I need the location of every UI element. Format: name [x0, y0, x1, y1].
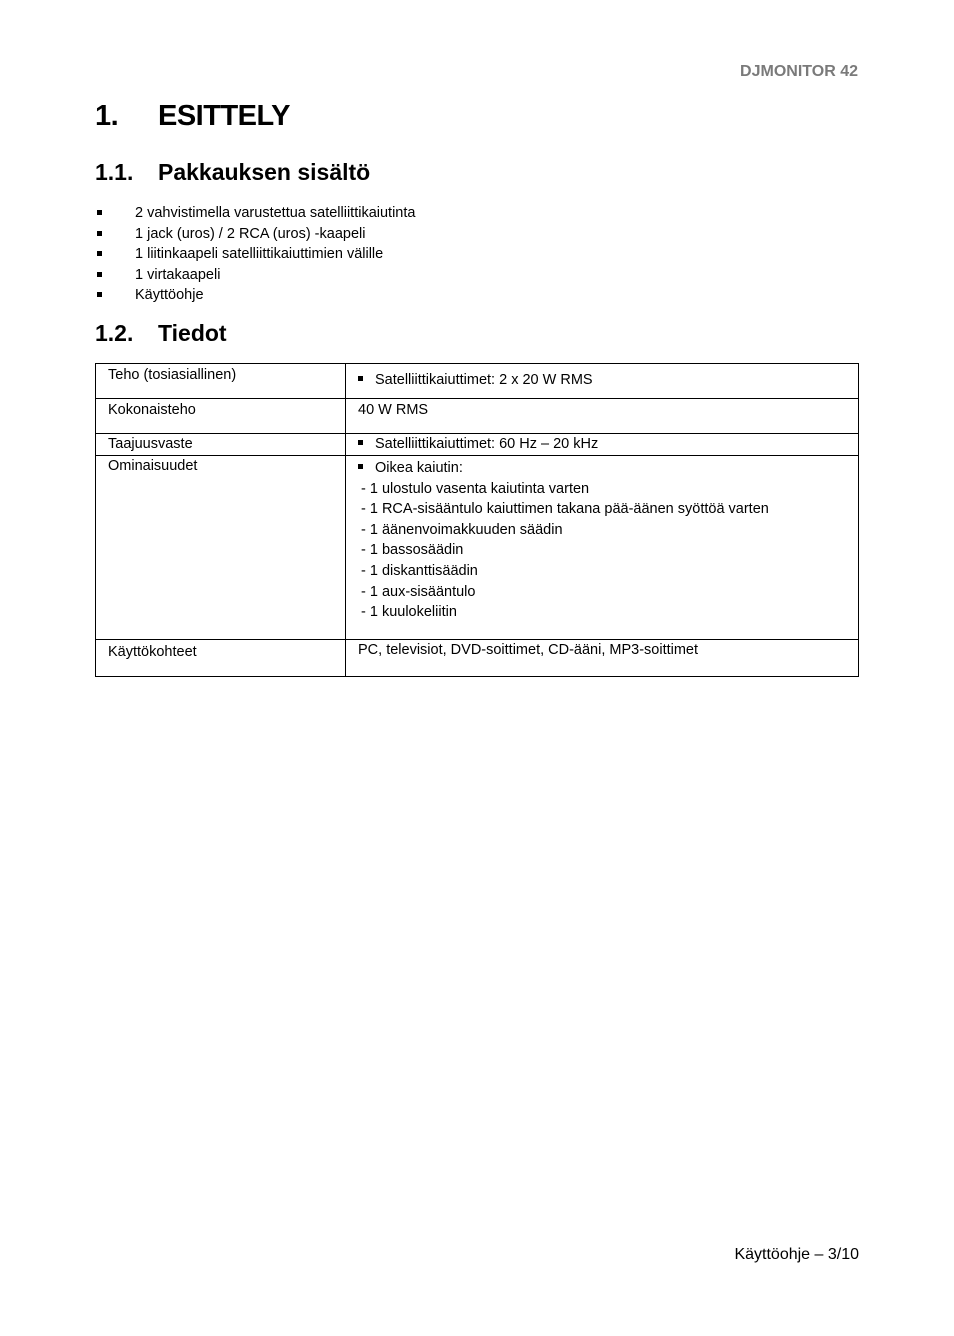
- subsection-title: Pakkauksen sisältö: [158, 159, 371, 185]
- bullet-icon: [97, 231, 102, 236]
- subsection-number: 1.1.: [95, 159, 134, 185]
- table-cell-label: Kokonaisteho: [96, 399, 346, 434]
- list-item: Käyttöohje: [95, 285, 415, 306]
- package-contents-list: [95, 203, 415, 306]
- table-cell-value: 40 W RMS: [346, 399, 859, 434]
- table-cell-value: Oikea kaiutin: - 1 ulostulo vasenta kaiutinta varten - 1 RCA-sisääntulo kaiuttimen takana pää-äänen syöttöä varten - 1 äänenvoimakkuuden säädin - 1 bassosäädin - 1 diskanttisäädin - 1 aux-sisääntulo - 1 kuulokeliitin: [346, 456, 859, 640]
- table-cell-label: Ominaisuudet: [96, 456, 346, 640]
- feature-item: - 1 aux-sisääntulo: [361, 583, 476, 600]
- table-row: [96, 640, 859, 677]
- table-cell-label: Taajuusvaste: [96, 434, 346, 456]
- feature-item: - 1 diskanttisäädin: [361, 562, 478, 579]
- subsection-number: 1.2.: [95, 320, 134, 346]
- document-header-title: DJMONITOR 42: [740, 63, 858, 80]
- section-heading-1: [95, 100, 290, 133]
- feature-item: - 1 RCA-sisääntulo kaiuttimen takana pää-äänen syöttöä varten: [361, 501, 769, 518]
- subsection-heading-1-2: [95, 320, 227, 347]
- bullet-icon: [358, 464, 363, 469]
- table-cell-value: Satelliittikaiuttimet: 60 Hz – 20 kHz: [346, 434, 859, 456]
- list-item: 1 jack (uros) / 2 RCA (uros) -kaapeli: [95, 224, 415, 245]
- bullet-icon: [97, 292, 102, 297]
- section-number: 1.: [95, 100, 119, 132]
- table-cell-label: Teho (tosiasiallinen): [96, 364, 346, 399]
- bullet-icon: [97, 272, 102, 277]
- list-item: 1 virtakaapeli: [95, 265, 415, 286]
- subsection-heading-1-1: [95, 159, 370, 186]
- table-row: [96, 434, 859, 456]
- table-cell-value: PC, televisiot, DVD-soittimet, CD-ääni, MP3-soittimet: [346, 640, 859, 677]
- specifications-table: [95, 363, 859, 677]
- table-row: [96, 399, 859, 434]
- section-title: ESITTELY: [158, 100, 290, 132]
- bullet-icon: [358, 440, 363, 445]
- feature-item: - 1 ulostulo vasenta kaiutinta varten: [361, 480, 590, 497]
- feature-item: - 1 äänenvoimakkuuden säädin: [361, 521, 563, 538]
- list-item: 1 liitinkaapeli satelliittikaiuttimien välille: [95, 244, 415, 265]
- table-row: [96, 456, 859, 640]
- bullet-icon: [97, 210, 102, 215]
- list-item: 2 vahvistimella varustettua satelliittikaiutinta: [95, 203, 415, 224]
- table-cell-value: Satelliittikaiuttimet: 2 x 20 W RMS: [346, 364, 859, 399]
- feature-item: - 1 kuulokeliitin: [361, 604, 457, 621]
- feature-item: - 1 bassosäädin: [361, 542, 464, 559]
- subsection-title: Tiedot: [158, 320, 227, 346]
- bullet-icon: [358, 376, 363, 381]
- bullet-icon: [97, 251, 102, 256]
- page-footer: Käyttöohje – 3/10: [734, 1246, 859, 1263]
- table-cell-label: Käyttökohteet: [96, 640, 346, 677]
- table-row: [96, 364, 859, 399]
